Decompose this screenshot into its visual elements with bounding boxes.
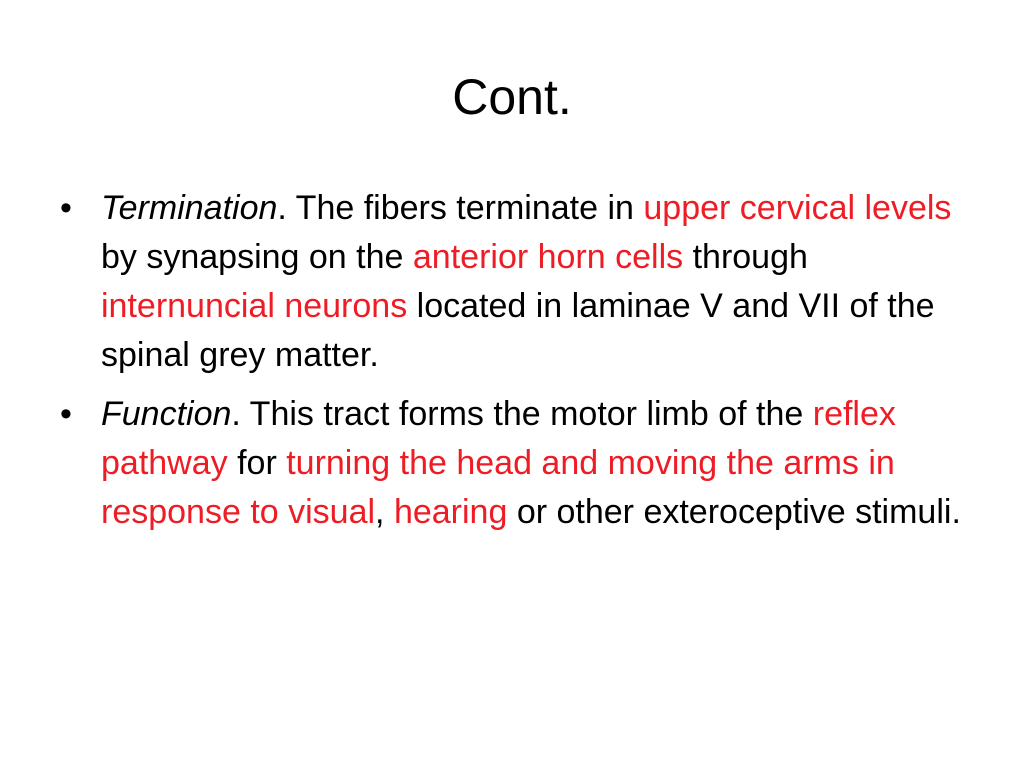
bullet-icon: • [60,395,72,433]
text-segment: . The fibers terminate in [277,189,644,227]
highlight-hearing: hearing [393,493,508,531]
text-segment: by synapsing on the [101,238,413,276]
slide-title: Cont. [452,69,572,125]
text-segment: , [375,493,394,531]
text-segment: or other exteroceptive stimuli. [507,493,961,531]
term-label-termination: Termination [101,189,278,227]
highlight-reflex-pathway: reflex pathway [101,395,896,482]
text-segment: . This tract forms the motor limb of the [231,395,813,433]
text-segment: through [683,238,808,276]
term-label-function: Function [101,395,232,433]
highlight-internuncial-neurons: internuncial neurons [101,287,408,325]
bullet-function [60,390,980,537]
highlight-turning-head-moving-arms: turning the head and moving the arms in response to visual [101,444,895,531]
highlight-anterior-horn-cells: anterior horn cells [412,238,684,276]
text-segment: for [227,444,287,482]
highlight-upper-cervical-levels: upper cervical levels [643,189,952,227]
text-segment: located in laminae V and VII of the spinal grey matter. [101,287,935,374]
bullet-list [60,184,980,547]
bullet-termination [60,184,980,380]
bullet-icon: • [60,189,72,227]
